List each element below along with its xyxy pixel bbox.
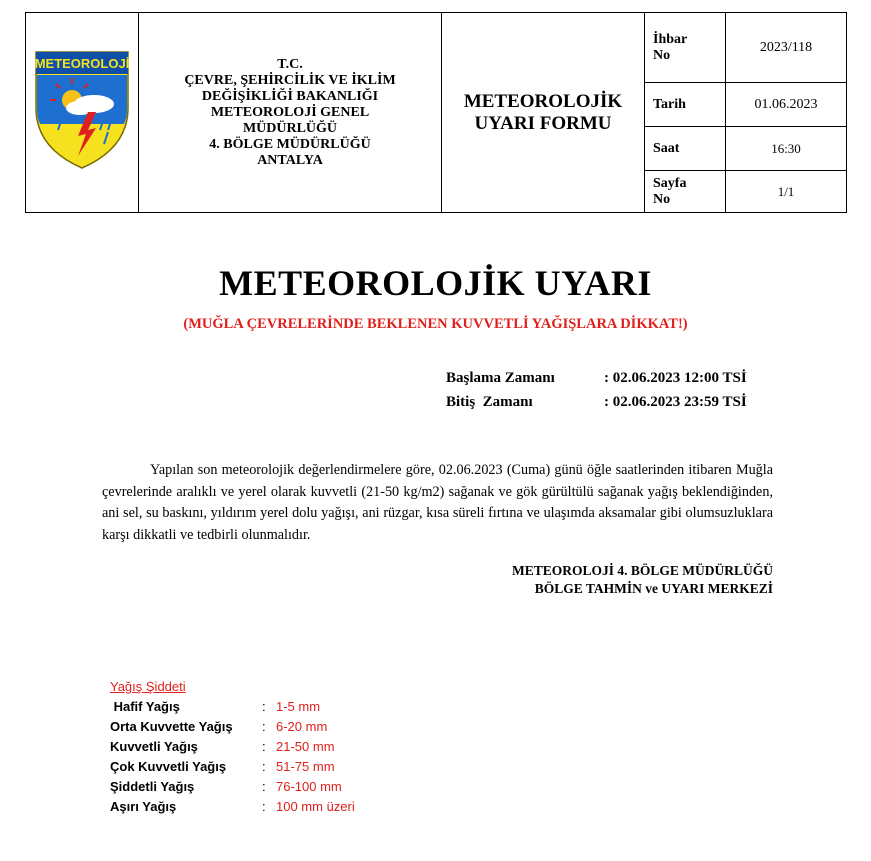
sayfa-no-label: Sayfa No	[645, 171, 726, 213]
ihbar-no-value: 2023/118	[726, 13, 847, 83]
start-time-value: : 02.06.2023 12:00 TSİ	[604, 370, 747, 386]
end-time-value: : 02.06.2023 23:59 TSİ	[604, 394, 747, 410]
start-time	[446, 370, 747, 387]
saat-label: Saat	[645, 127, 726, 171]
scale-row: Çok Kuvvetli Yağış : 51-75 mm	[110, 759, 335, 774]
ihbar-no-label: İhbar No	[645, 13, 726, 83]
scale-row: Kuvvetli Yağış : 21-50 mm	[110, 739, 335, 754]
end-time	[446, 394, 747, 411]
header-table	[25, 12, 847, 213]
sayfa-no-value: 1/1	[726, 171, 847, 213]
scale-row: Hafif Yağış : 1-5 mm	[110, 699, 321, 714]
scale-row: Orta Kuvvette Yağış : 6-20 mm	[110, 719, 328, 734]
warning-title: METEOROLOJİK UYARI	[219, 263, 652, 303]
end-time-label: Bitiş Zamanı	[446, 394, 533, 410]
meteoroloji-logo	[32, 48, 132, 172]
scale-row: Şiddetli Yağış : 76-100 mm	[110, 779, 342, 794]
precipitation-scale	[110, 679, 355, 817]
organization-name: T.C. ÇEVRE, ŞEHİRCİLİK VE İKLİM DEĞİŞİKLİĞİ BAKANLIĞI METEOROLOJİ GENEL MÜDÜRLÜĞÜ 4. BÖLGE MÜDÜRLÜĞÜ ANTALYA	[139, 13, 442, 213]
tarih-value: 01.06.2023	[726, 83, 847, 127]
logo-text: METEOROLOJİ	[34, 56, 130, 71]
scale-title: Yağış Şiddeti	[110, 679, 186, 694]
form-title: METEOROLOJİK UYARI FORMU	[442, 13, 645, 213]
scale-row: Aşırı Yağış : 100 mm üzeri	[110, 799, 355, 814]
start-time-label: Başlama Zamanı	[446, 370, 555, 386]
warning-subtitle: (MUĞLA ÇEVRELERİNDE BEKLENEN KUVVETLİ YAĞIŞLARA DİKKAT!)	[183, 316, 688, 332]
signature-line-2: BÖLGE TAHMİN ve UYARI MERKEZİ	[534, 581, 773, 596]
tarih-label: Tarih	[645, 83, 726, 127]
logo-cell	[26, 13, 139, 213]
signature-line-1: METEOROLOJİ 4. BÖLGE MÜDÜRLÜĞÜ	[511, 563, 773, 578]
saat-value: 16:30	[726, 127, 847, 171]
warning-body: Yapılan son meteorolojik değerlendirmelere göre, 02.06.2023 (Cuma) günü öğle saatlerinden itibaren Muğla çevrelerinde aralıklı ve yerel olarak kuvvetli (21-50 kg/m2) sağanak ve gök gürültülü sağanak yağış beklendiğinden, ani sel, su baskını, yıldırım yerel dolu yağışı, ani rüzgar, kısa süreli fırtına ve ulaşımda aksamalar gibi olumsuzluklara karşı dikkatli ve tedbirli olunmalıdır.	[102, 462, 773, 543]
